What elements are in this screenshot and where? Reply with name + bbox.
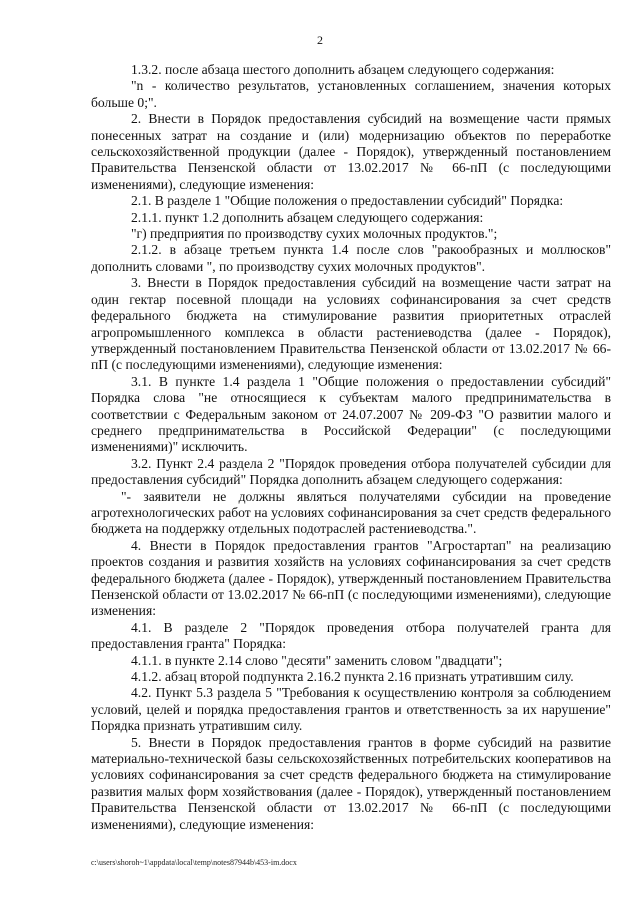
paragraph-4-2: 4.2. Пункт 5.3 раздела 5 "Требования к осуществлению контроля за соблюдением условий, целей и порядка предоставления грантов и ответственность за их нарушение" Порядка признать утратившим силу. (91, 685, 611, 734)
paragraph-1-3-2: 1.3.2. после абзаца шестого дополнить абзацем следующего содержания: (131, 62, 555, 77)
paragraph-2-1: 2.1. В разделе 1 "Общие положения о предоставлении субсидий" Порядка: (131, 193, 564, 209)
paragraph-quote-n: "n - количество результатов, установленных соглашением, значения которых больше 0;". (91, 78, 611, 110)
paragraph-2: 2. Внести в Порядок предоставления субсидий на возмещение части прямых понесенных затрат на создание и (или) модернизацию объектов по переработке сельскохозяйственной продукции (далее - Порядок), утвержденный постановлением Правительства Пензенской области от 13.02.2017 № 66-пП (с последующими изменениями), следующие изменения: (91, 111, 611, 192)
paragraph-4-1: 4.1. В разделе 2 "Порядок проведения отбора получателей гранта для предоставления гранта" Порядка: (91, 619, 611, 652)
paragraph-2-1-1: 2.1.1. пункт 1.2 дополнить абзацем следующего содержания: (131, 209, 484, 225)
document-body (91, 62, 611, 833)
paragraph-quote-applicants: "- заявители не должны являться получателями субсидии на проведение агротехнологических работ на условиях софинансирования за счет средств федерального бюджета на поддержку отдельных подотраслей растениеводства.". (91, 488, 611, 537)
paragraph-3-1: 3.1. В пункте 1.4 раздела 1 "Общие положения о предоставлении субсидий" Порядка слова "не относящиеся к субъектам малого предпринимательства в соответствии с Федеральным законом от 24.07.2007 № 209-ФЗ "О развитии малого и среднего предпринимательства в Российской Федерации" (с последующими изменениями)" исключить. (91, 373, 611, 455)
page-number: 2 (317, 33, 323, 47)
footer-file-path: c:\users\shoroh~1\appdata\local\temp\notes87944b\453-im.docx (91, 858, 297, 867)
paragraph-4-1-2: 4.1.2. абзац второй подпункта 2.16.2 пункта 2.16 признать утратившим силу. (131, 669, 574, 685)
paragraph-3: 3. Внести в Порядок предоставления субсидий на возмещение части затрат на один гектар посевной площади на условиях софинансирования за счет средств федерального бюджета на стимулирование развития приоритетных отраслей агропромышленного комплекса в области растениеводства (далее - Порядок), утвержденный постановлением Правительства Пензенской области от 13.02.2017 № 66-пП (с последующими изменениями), следующие изменения: (91, 275, 611, 373)
paragraph-2-1-2: 2.1.2. в абзаце третьем пункта 1.4 после слов "ракообразных и моллюсков" дополнить словами ", по производству сухих молочных продуктов". (91, 242, 611, 274)
paragraph-3-2: 3.2. Пункт 2.4 раздела 2 "Порядок проведения отбора получателей субсидии для предоставления субсидий" Порядка дополнить абзацем следующего содержания: (91, 455, 611, 488)
paragraph-5: 5. Внести в Порядок предоставления грантов в форме субсидий на развитие материально-технической базы сельскохозяйственных потребительских кооперативов на условиях софинансирования за счет средств федерального бюджета на стимулирование развития малых форм хозяйствования (далее - Порядок), утвержденный постановлением Правительства Пензенской области от 13.02.2017 № 66-пП (с последующими изменениями), следующие изменения: (91, 734, 611, 832)
paragraph-4-1-1: 4.1.1. в пункте 2.14 слово "десяти" заменить словом "двадцати"; (131, 652, 503, 668)
paragraph-quote-g: "г) предприятия по производству сухих молочных продуктов."; (131, 226, 498, 242)
paragraph-4: 4. Внести в Порядок предоставления грантов "Агростартап" на реализацию проектов создания и развития хозяйств на условиях софинансирования за счет средств федерального бюджета (далее - Порядок), утвержденный постановлением Правительства Пензенской области от 13.02.2017 № 66-пП (с последующими изменениями), следующие изменения: (91, 537, 611, 619)
